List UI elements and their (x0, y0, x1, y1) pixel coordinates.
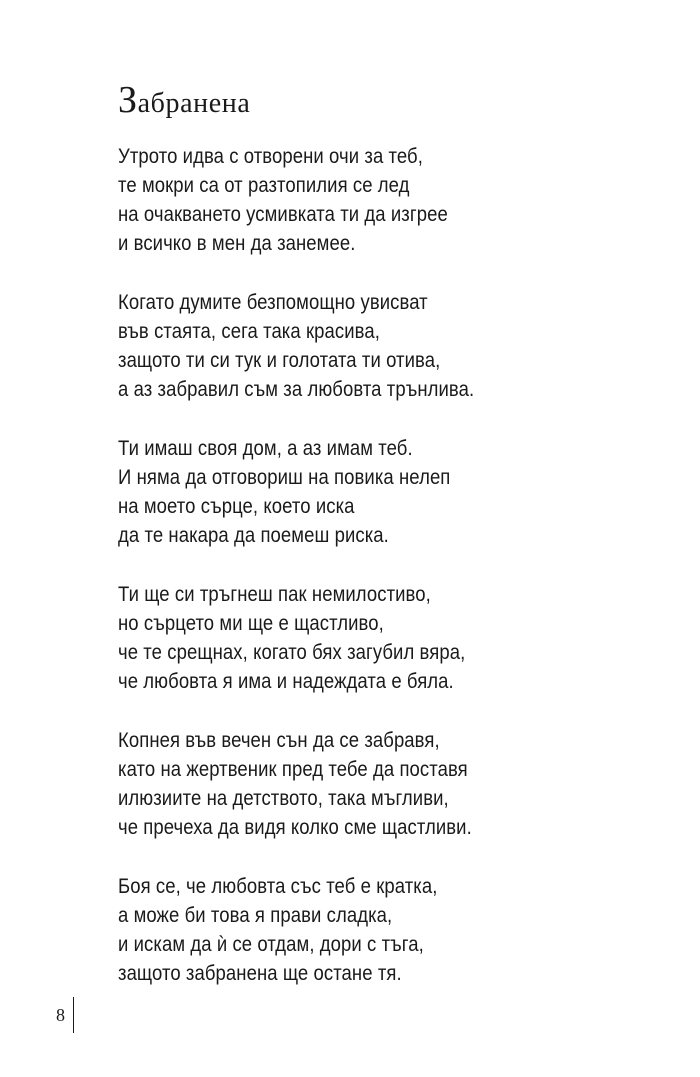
poem-line: И няма да отговориш на повика нелеп (118, 465, 451, 489)
poem-line: защото ти си тук и голотата ти отива, (118, 348, 441, 372)
folio-divider (73, 997, 74, 1033)
poem-line: и всичко в мен да занемее. (118, 231, 356, 255)
poem-line: във стаята, сега така красива, (118, 319, 380, 343)
stanza (118, 872, 638, 988)
page-number: 8 (56, 1005, 65, 1025)
stanza (118, 726, 638, 842)
poem-line: като на жертвеник пред тебе да поставя (118, 757, 468, 781)
stanza (118, 142, 638, 258)
poem-line: че те срещнах, когато бях загубил вяра, (118, 640, 466, 664)
poem-line: да те накара да поемеш риска. (118, 523, 389, 547)
poem-line: но сърцето ми ще е щастливо, (118, 611, 384, 635)
poem-line: илюзиите на детството, така мъгливи, (118, 786, 449, 810)
poem-body (118, 142, 638, 1018)
stanza (118, 580, 638, 696)
poem-line: на моето сърце, което иска (118, 494, 355, 518)
poem-line: че любовта я има и надеждата е бяла. (118, 669, 454, 693)
stanza (118, 288, 638, 404)
poem-line: а може би това я прави сладка, (118, 903, 393, 927)
poem-line: те мокри са от разтопилия се лед (118, 173, 410, 197)
poem-line: Когато думите безпомощно увисват (118, 290, 428, 314)
poem-line: Ти ще си тръгнеш пак немилостиво, (118, 582, 431, 606)
title-rest: абранена (137, 88, 251, 119)
page-folio (56, 997, 74, 1033)
poem-line: че пречеха да видя колко сме щастливи. (118, 815, 472, 839)
title-initial: З (118, 79, 138, 121)
stanza (118, 434, 638, 550)
poem-line: а аз забравил съм за любовта трънлива. (118, 377, 475, 401)
poem-line: Ти имаш своя дом, а аз имам теб. (118, 436, 413, 460)
poem-line: Копнея във вечен сън да се забравя, (118, 728, 440, 752)
poem-line: Боя се, че любовта със теб е кратка, (118, 874, 438, 898)
poem-line: защото забранена ще остане тя. (118, 961, 402, 985)
poem-line: Утрото идва с отворени очи за теб, (118, 144, 423, 168)
poem-title (118, 80, 250, 124)
poem-line: и искам да ѝ се отдам, дори с тъга, (118, 932, 424, 956)
poem-line: на очакването усмивката ти да изгрее (118, 202, 448, 226)
